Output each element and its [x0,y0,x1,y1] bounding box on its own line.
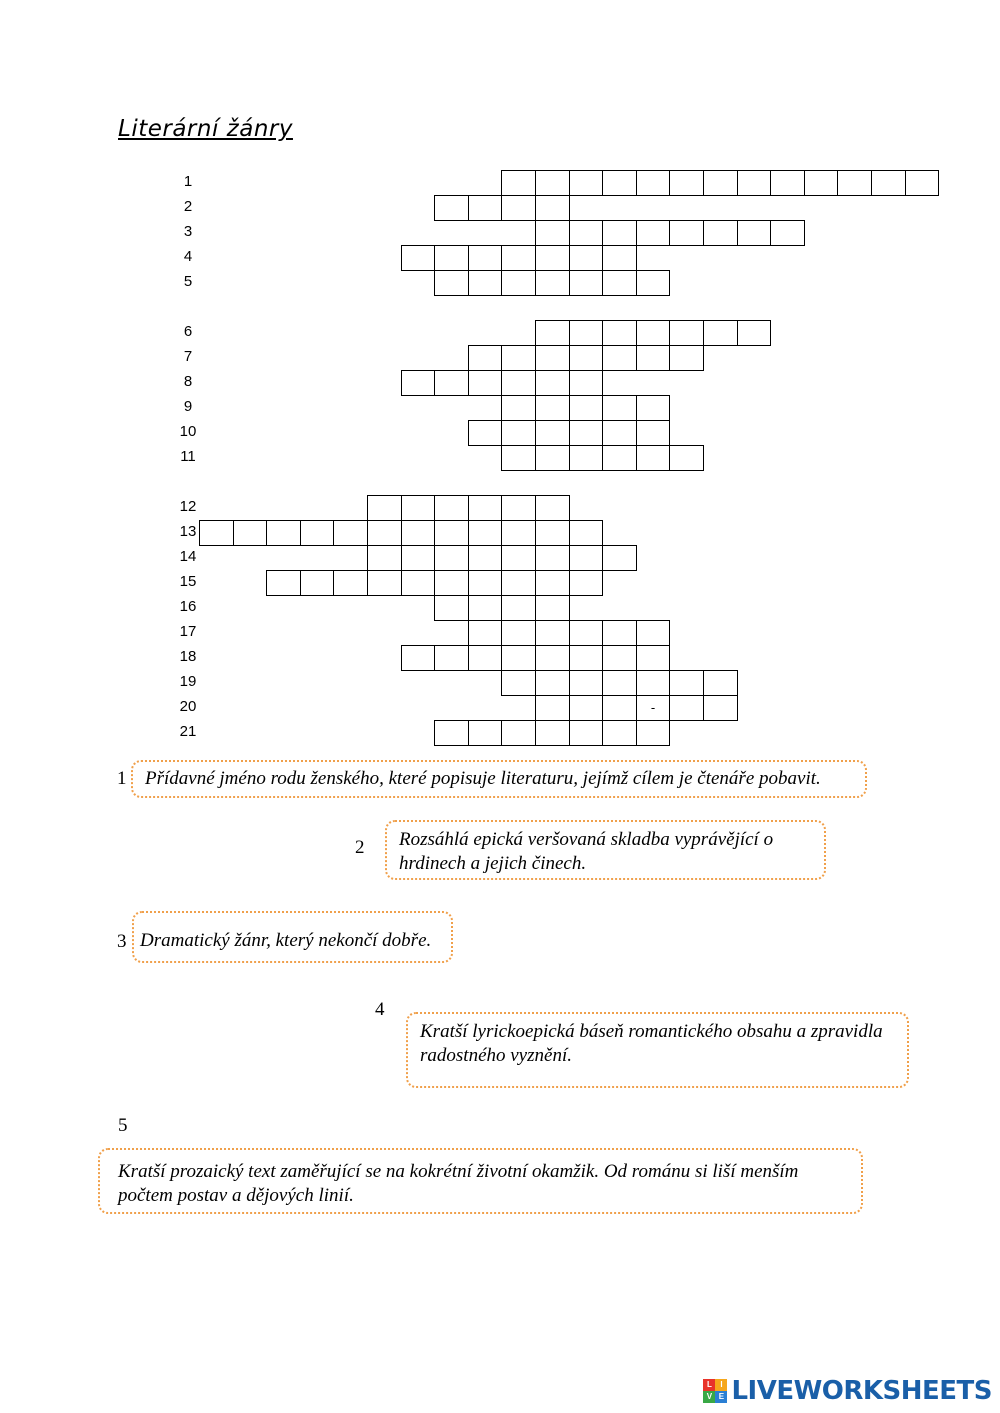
crossword-cell[interactable] [434,270,469,296]
crossword-cell[interactable] [602,345,637,371]
crossword-cell[interactable] [468,595,503,621]
crossword-cell[interactable] [468,545,503,571]
crossword-cell[interactable] [636,445,671,471]
crossword-cell[interactable] [569,220,604,246]
clue-number: 3 [117,931,127,952]
clue-number: 1 [117,768,127,789]
crossword-cell[interactable] [501,170,536,196]
crossword-cell[interactable] [703,220,738,246]
crossword-cell[interactable] [636,720,671,746]
crossword-cell[interactable] [535,520,570,546]
crossword-cell[interactable] [501,520,536,546]
crossword-cell[interactable] [501,345,536,371]
crossword-cell[interactable] [636,395,671,421]
clue-box: Kratší prozaický text zaměřující se na kokrétní životní okamžik. Od románu si liší menším počtem postav a dějových linií. [98,1148,863,1214]
crossword-cell[interactable] [401,370,436,396]
crossword-cell[interactable] [535,495,570,521]
crossword-cell[interactable] [434,195,469,221]
crossword-cell[interactable] [669,445,704,471]
crossword-cell[interactable] [602,695,637,721]
crossword-cell[interactable] [501,270,536,296]
crossword-cell[interactable] [703,320,738,346]
crossword-cell[interactable] [434,370,469,396]
crossword-cell[interactable] [602,620,637,646]
clue-box: Rozsáhlá epická veršovaná skladba vyprávějící o hrdinech a jejich činech. [385,820,826,880]
row-number: 2 [183,198,193,215]
crossword-cell[interactable] [434,245,469,271]
clue-number: 2 [355,837,365,858]
crossword-cell[interactable] [669,320,704,346]
crossword-cell[interactable] [501,420,536,446]
crossword-cell[interactable] [434,595,469,621]
liveworksheets-branding [703,1376,992,1406]
crossword-cell[interactable] [669,695,704,721]
crossword-cell[interactable] [501,195,536,221]
crossword-cell[interactable] [401,570,436,596]
crossword-cell[interactable] [367,495,402,521]
crossword-cell[interactable] [804,170,839,196]
crossword-cell[interactable] [535,595,570,621]
crossword-cell[interactable] [602,220,637,246]
row-number: 18 [179,648,197,665]
crossword-cell[interactable] [737,170,772,196]
worksheet-title: Literární žánry [118,116,293,142]
crossword-cell[interactable] [367,520,402,546]
crossword-cell[interactable] [501,620,536,646]
crossword-cell[interactable] [569,445,604,471]
crossword-cell[interactable] [569,620,604,646]
crossword-cell[interactable] [468,645,503,671]
crossword-cell[interactable] [434,720,469,746]
crossword-cell[interactable] [501,495,536,521]
crossword-cell[interactable] [501,445,536,471]
clue-box: Přídavné jméno rodu ženského, které popisuje literaturu, jejímž cílem je čtenáře pobavit. [131,760,867,798]
row-number: 12 [179,498,197,515]
crossword-cell[interactable] [468,720,503,746]
crossword-dash: - [650,700,656,715]
crossword-cell[interactable] [636,170,671,196]
crossword-cell[interactable] [602,420,637,446]
crossword-cell[interactable] [535,245,570,271]
crossword-cell[interactable] [468,370,503,396]
crossword-cell[interactable] [569,570,604,596]
crossword-cell[interactable] [569,170,604,196]
clue-number: 5 [118,1115,128,1136]
crossword-cell[interactable] [434,545,469,571]
crossword-cell[interactable] [636,320,671,346]
liveworksheets-logo-icon [703,1379,727,1403]
row-number: 19 [179,673,197,690]
crossword-cell[interactable] [569,420,604,446]
crossword-cell[interactable] [703,670,738,696]
crossword-cell[interactable] [434,520,469,546]
crossword-cell[interactable] [501,570,536,596]
crossword-cell[interactable] [401,520,436,546]
crossword-cell[interactable] [468,570,503,596]
crossword-cell[interactable] [669,345,704,371]
row-number: 10 [179,423,197,440]
crossword-cell[interactable] [569,345,604,371]
row-number: 1 [183,173,193,190]
crossword-cell[interactable] [535,620,570,646]
crossword-cell[interactable] [636,270,671,296]
crossword-cell[interactable] [569,245,604,271]
crossword-cell[interactable] [501,595,536,621]
crossword-cell[interactable] [871,170,906,196]
crossword-cell[interactable] [535,395,570,421]
crossword-cell[interactable] [703,170,738,196]
crossword-cell[interactable] [602,720,637,746]
crossword-cell[interactable] [602,645,637,671]
crossword-cell[interactable] [535,195,570,221]
crossword-cell[interactable] [501,670,536,696]
crossword-cell[interactable] [535,695,570,721]
row-number: 3 [183,223,193,240]
logo-tile: I [715,1379,727,1391]
row-number: 8 [183,373,193,390]
crossword-cell[interactable] [468,245,503,271]
crossword-cell[interactable] [569,270,604,296]
crossword-cell[interactable] [569,320,604,346]
crossword-cell[interactable] [602,395,637,421]
row-number: 21 [179,723,197,740]
crossword-cell[interactable] [602,545,637,571]
row-number: 17 [179,623,197,640]
logo-tile: V [703,1391,715,1403]
logo-tile: E [715,1391,727,1403]
crossword-cell[interactable] [367,570,402,596]
crossword-cell[interactable] [569,545,604,571]
crossword-cell[interactable] [569,645,604,671]
crossword-cell[interactable] [333,520,368,546]
crossword-cell[interactable] [636,620,671,646]
crossword-cell[interactable] [434,570,469,596]
crossword-cell[interactable] [535,445,570,471]
row-number: 4 [183,248,193,265]
crossword-cell[interactable] [737,220,772,246]
crossword-cell[interactable] [636,670,671,696]
crossword-cell[interactable] [501,395,536,421]
crossword-cell[interactable] [905,170,940,196]
crossword-cell[interactable] [333,570,368,596]
crossword-cell[interactable] [501,645,536,671]
crossword-cell[interactable] [233,520,268,546]
crossword-cell[interactable] [535,645,570,671]
crossword-cell[interactable] [569,720,604,746]
crossword-cell[interactable] [602,445,637,471]
crossword-cell[interactable] [770,170,805,196]
crossword-cell[interactable] [468,520,503,546]
row-number: 11 [180,448,196,465]
crossword-cell[interactable] [468,195,503,221]
clue-box: Kratší lyrickoepická báseň romantického obsahu a zpravidla radostného vyznění. [406,1012,909,1088]
crossword-cell[interactable] [401,545,436,571]
clue-number: 4 [375,999,385,1020]
crossword-cell[interactable] [300,570,335,596]
crossword-cell[interactable] [535,370,570,396]
crossword-cell[interactable] [535,420,570,446]
crossword-cell[interactable] [636,220,671,246]
crossword-cell[interactable] [501,245,536,271]
crossword-cell[interactable] [737,320,772,346]
row-number: 20 [179,698,197,715]
crossword-cell[interactable] [669,170,704,196]
crossword-cell[interactable] [569,395,604,421]
crossword-cell[interactable] [199,520,234,546]
crossword-cell[interactable] [535,670,570,696]
row-number: 9 [183,398,193,415]
crossword-cell[interactable] [401,645,436,671]
crossword-cell[interactable] [535,320,570,346]
crossword-cell[interactable] [535,270,570,296]
crossword-cell[interactable] [770,220,805,246]
row-number: 5 [183,273,193,290]
crossword-cell[interactable] [401,495,436,521]
row-number: 14 [179,548,197,565]
crossword-cell[interactable] [300,520,335,546]
logo-tile: L [703,1379,715,1391]
crossword-cell[interactable] [602,270,637,296]
row-number: 6 [183,323,193,340]
clue-box: Dramatický žánr, který nekončí dobře. [132,911,453,963]
crossword-cell[interactable] [636,420,671,446]
crossword-cell[interactable] [602,670,637,696]
crossword-cell[interactable] [501,370,536,396]
crossword-cell[interactable] [535,345,570,371]
crossword-cell[interactable] [569,370,604,396]
crossword-cell[interactable] [636,345,671,371]
crossword-cell[interactable] [434,495,469,521]
crossword-cell[interactable] [434,645,469,671]
crossword-cell[interactable] [535,545,570,571]
crossword-cell[interactable] [501,720,536,746]
crossword-cell[interactable] [266,520,301,546]
crossword-cell[interactable] [535,720,570,746]
brand-name: LIVEWORKSHEETS [731,1376,992,1406]
crossword-cell[interactable] [569,520,604,546]
crossword-cell[interactable] [602,170,637,196]
crossword-cell[interactable] [837,170,872,196]
crossword-cell[interactable] [602,245,637,271]
crossword-cell[interactable] [468,620,503,646]
crossword-cell[interactable] [535,220,570,246]
crossword-cell[interactable] [535,570,570,596]
crossword-cell[interactable] [602,320,637,346]
crossword-cell[interactable] [501,545,536,571]
row-number: 16 [179,598,197,615]
crossword-cell[interactable] [468,270,503,296]
crossword-cell[interactable] [266,570,301,596]
crossword-cell[interactable] [535,170,570,196]
crossword-cell[interactable] [703,695,738,721]
crossword-cell[interactable] [468,345,503,371]
crossword-cell[interactable] [569,670,604,696]
row-number: 7 [183,348,193,365]
crossword-cell[interactable] [569,695,604,721]
crossword-cell[interactable] [468,495,503,521]
row-number: 15 [179,573,197,590]
crossword-cell[interactable] [401,245,436,271]
crossword-cell[interactable] [636,645,671,671]
crossword-cell[interactable] [669,670,704,696]
crossword-cell[interactable] [367,545,402,571]
row-number: 13 [179,523,197,540]
crossword-cell[interactable] [468,420,503,446]
crossword-cell[interactable] [669,220,704,246]
